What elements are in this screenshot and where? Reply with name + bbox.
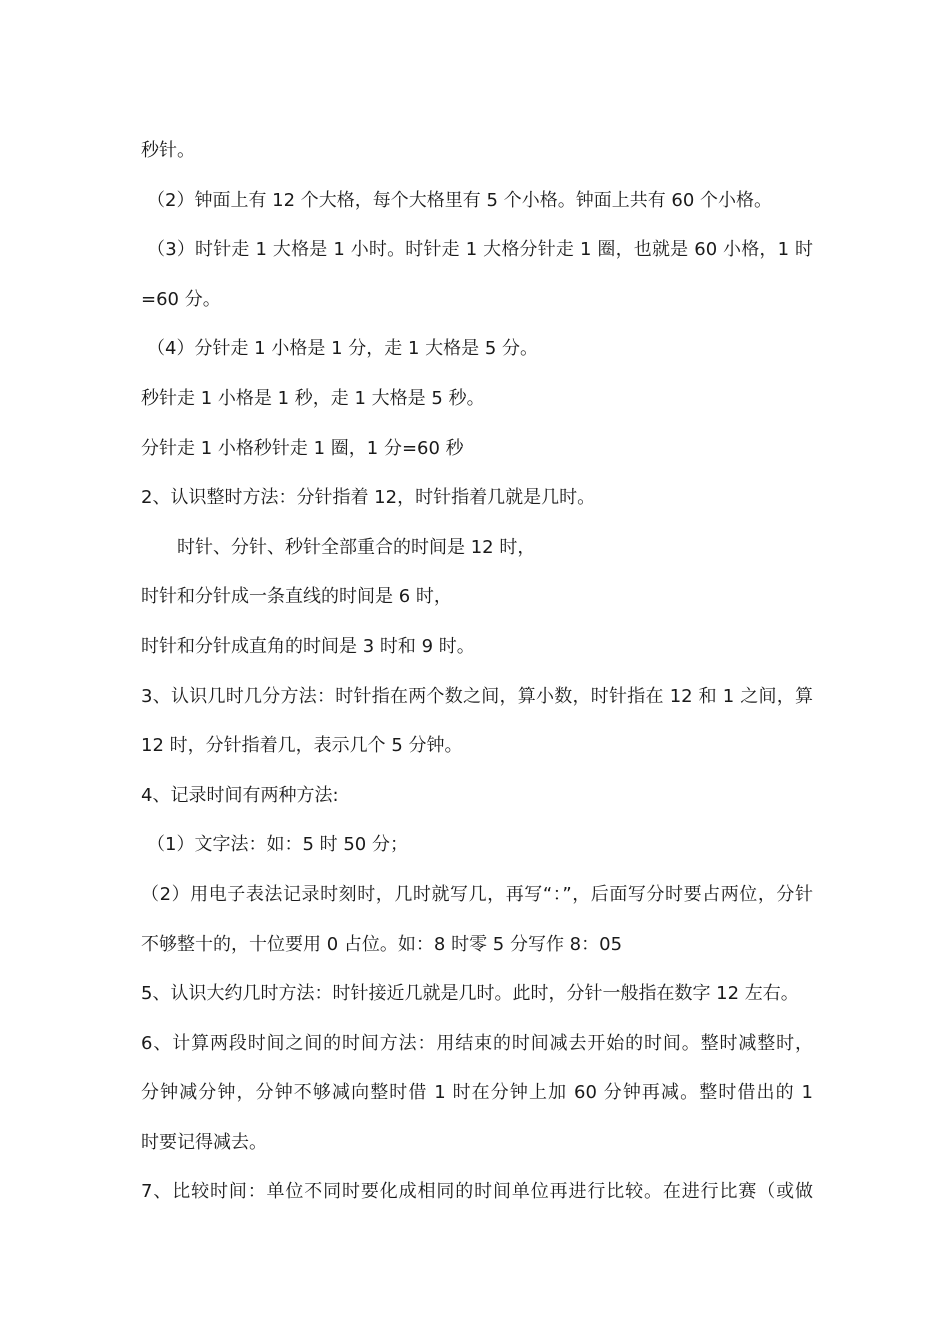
text-line-16: （2）用电子表法记录时刻时，几时就写几，再写“：”，后面写分时要占两位，分针 [141, 883, 813, 905]
text-line-22: 7、比较时间：单位不同时要化成相同的时间单位再进行比较。在进行比赛（或做 [141, 1181, 813, 1203]
text-line-18: 5、认识大约几时方法：时针接近几就是几时。此时，分针一般指在数字 12 左右。 [141, 983, 799, 1005]
text-line-1: 秒针。 [141, 140, 195, 161]
text-line-12: 3、认识几时几分方法：时针指在两个数之间，算小数，时针指在 12 和 1 之间，算 [141, 685, 813, 707]
text-line-6: 秒针走 1 小格是 1 秒，走 1 大格是 5 秒。 [141, 387, 485, 409]
text-line-17: 不够整十的，十位要用 0 占位。如：8 时零 5 分写作 8：05 [141, 933, 623, 955]
text-line-21: 时要记得减去。 [141, 1131, 267, 1153]
text-line-20: 分钟减分钟，分钟不够减向整时借 1 时在分钟上加 60 分钟再减。整时借出的 1 [141, 1082, 813, 1104]
text-line-5: （4）分针走 1 小格是 1 分，走 1 大格是 5 分。 [147, 338, 539, 360]
text-line-9: 时针、分针、秒针全部重合的时间是 12 时， [177, 536, 536, 558]
text-line-4: =60 分。 [141, 288, 221, 310]
text-line-3: （3）时针走 1 大格是 1 小时。时针走 1 大格分针走 1 圈，也就是 60 小格，1 时 [147, 239, 813, 261]
text-line-15: （1）文字法：如：5 时 50 分； [147, 834, 408, 856]
text-line-10: 时针和分针成一条直线的时间是 6 时， [141, 586, 452, 608]
document-body [141, 126, 813, 1217]
text-line-7: 分针走 1 小格秒针走 1 圈，1 分=60 秒 [141, 437, 464, 459]
text-line-11: 时针和分针成直角的时间是 3 时和 9 时。 [141, 635, 475, 657]
text-line-14: 4、记录时间有两种方法: [141, 784, 339, 806]
text-line-8: 2、认识整时方法：分针指着 12，时针指着几就是几时。 [141, 487, 596, 509]
text-line-19: 6、计算两段时间之间的时间方法：用结束的时间减去开始的时间。整时减整时， [141, 1032, 813, 1054]
text-line-2: （2）钟面上有 12 个大格，每个大格里有 5 个小格。钟面上共有 60 个小格。 [147, 189, 773, 211]
text-line-13: 12 时，分针指着几，表示几个 5 分钟。 [141, 735, 463, 757]
